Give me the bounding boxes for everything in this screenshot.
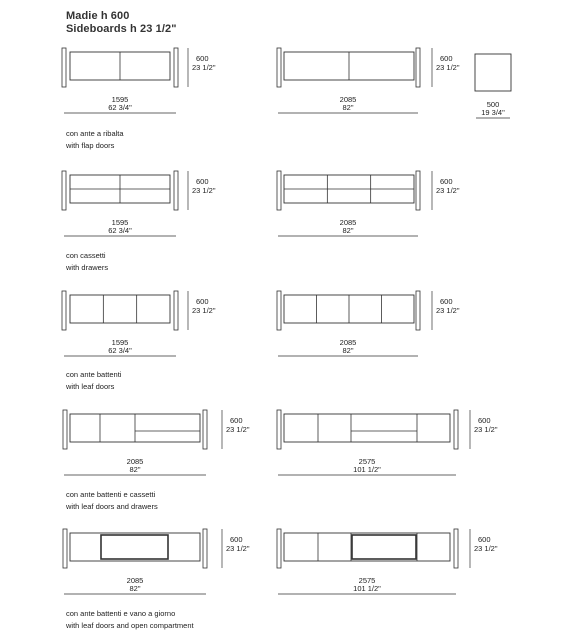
caption-english: with flap doors xyxy=(66,141,115,150)
width-inch-label: 101 1/2" xyxy=(353,465,381,474)
side-leg xyxy=(174,291,178,330)
width-mm-label: 1595 xyxy=(111,95,129,104)
side-leg xyxy=(454,529,458,568)
width-inch-label: 82" xyxy=(342,346,354,355)
height-inch-label: 23 1/2" xyxy=(192,63,216,72)
width-inch-label: 82" xyxy=(342,226,354,235)
caption-english: with leaf doors and drawers xyxy=(66,502,158,511)
sideboard-side-view xyxy=(475,54,511,118)
open-compartment xyxy=(352,535,416,559)
side-leg xyxy=(203,529,207,568)
sideboard-elevation xyxy=(62,291,216,356)
side-panel xyxy=(475,54,511,91)
side-leg xyxy=(277,171,281,210)
height-mm-label: 600 xyxy=(230,535,243,544)
caption-italian: con ante battenti e vano a giorno xyxy=(66,609,176,618)
height-inch-label: 23 1/2" xyxy=(226,425,250,434)
sideboard-elevation xyxy=(277,410,498,475)
height-mm-label: 600 xyxy=(478,535,491,544)
sideboard-body xyxy=(70,295,170,323)
height-inch-label: 23 1/2" xyxy=(192,186,216,195)
side-leg xyxy=(174,48,178,87)
side-leg xyxy=(203,410,207,449)
width-inch-label: 82" xyxy=(129,584,141,593)
sideboard-elevation xyxy=(63,410,250,475)
width-inch-label: 82" xyxy=(342,103,354,112)
width-inch-label: 101 1/2" xyxy=(353,584,381,593)
side-leg xyxy=(174,171,178,210)
width-mm-label: 1595 xyxy=(111,338,129,347)
width-inch-label: 62 3/4" xyxy=(108,346,132,355)
sideboard-body xyxy=(70,533,200,561)
side-leg xyxy=(416,291,420,330)
sideboard-elevation xyxy=(277,291,460,356)
height-inch-label: 23 1/2" xyxy=(436,186,460,195)
caption-italian: con cassetti xyxy=(66,251,106,260)
height-inch-label: 23 1/2" xyxy=(474,425,498,434)
sideboard-body xyxy=(284,533,450,561)
height-inch-label: 23 1/2" xyxy=(192,306,216,315)
width-mm-label: 2085 xyxy=(339,338,357,347)
depth-mm-label: 500 xyxy=(486,100,500,109)
width-mm-label: 1595 xyxy=(111,218,129,227)
height-mm-label: 600 xyxy=(196,177,209,186)
sideboard-elevation xyxy=(63,529,250,594)
height-mm-label: 600 xyxy=(440,54,453,63)
side-leg xyxy=(454,410,458,449)
caption-english: with drawers xyxy=(66,263,109,272)
side-leg xyxy=(277,529,281,568)
side-leg xyxy=(62,48,66,87)
width-mm-label: 2085 xyxy=(339,218,357,227)
height-inch-label: 23 1/2" xyxy=(436,63,460,72)
width-mm-label: 2575 xyxy=(358,576,376,585)
height-mm-label: 600 xyxy=(196,297,209,306)
sideboard-elevation xyxy=(62,48,216,113)
depth-inch-label: 19 3/4" xyxy=(481,108,505,117)
open-compartment xyxy=(101,535,168,559)
sideboard-elevation xyxy=(277,529,498,594)
caption-english: with leaf doors xyxy=(66,382,115,391)
side-leg xyxy=(63,410,67,449)
side-leg xyxy=(63,529,67,568)
sideboard-body xyxy=(284,414,450,442)
width-mm-label: 2575 xyxy=(358,457,376,466)
side-leg xyxy=(416,48,420,87)
height-mm-label: 600 xyxy=(478,416,491,425)
width-mm-label: 2085 xyxy=(126,576,144,585)
side-leg xyxy=(277,410,281,449)
caption-italian: con ante battenti e cassetti xyxy=(66,490,156,499)
height-mm-label: 600 xyxy=(440,177,453,186)
caption-english: with leaf doors and open compartment xyxy=(66,621,194,630)
side-leg xyxy=(277,48,281,87)
caption-italian: con ante battenti xyxy=(66,370,122,379)
height-mm-label: 600 xyxy=(230,416,243,425)
caption-italian: con ante a ribalta xyxy=(66,129,124,138)
sideboard-elevation xyxy=(277,171,460,236)
height-mm-label: 600 xyxy=(440,297,453,306)
side-leg xyxy=(62,171,66,210)
width-inch-label: 82" xyxy=(129,465,141,474)
sideboard-elevation xyxy=(62,171,216,236)
height-inch-label: 23 1/2" xyxy=(436,306,460,315)
width-mm-label: 2085 xyxy=(126,457,144,466)
side-leg xyxy=(62,291,66,330)
width-inch-label: 62 3/4" xyxy=(108,103,132,112)
width-inch-label: 62 3/4" xyxy=(108,226,132,235)
height-mm-label: 600 xyxy=(196,54,209,63)
side-leg xyxy=(416,171,420,210)
title-italian: Madie h 600 xyxy=(66,10,130,22)
height-inch-label: 23 1/2" xyxy=(474,544,498,553)
sideboard-elevation xyxy=(277,48,460,113)
height-inch-label: 23 1/2" xyxy=(226,544,250,553)
side-leg xyxy=(277,291,281,330)
title-english: Sideboards h 23 1/2" xyxy=(66,23,177,35)
width-mm-label: 2085 xyxy=(339,95,357,104)
